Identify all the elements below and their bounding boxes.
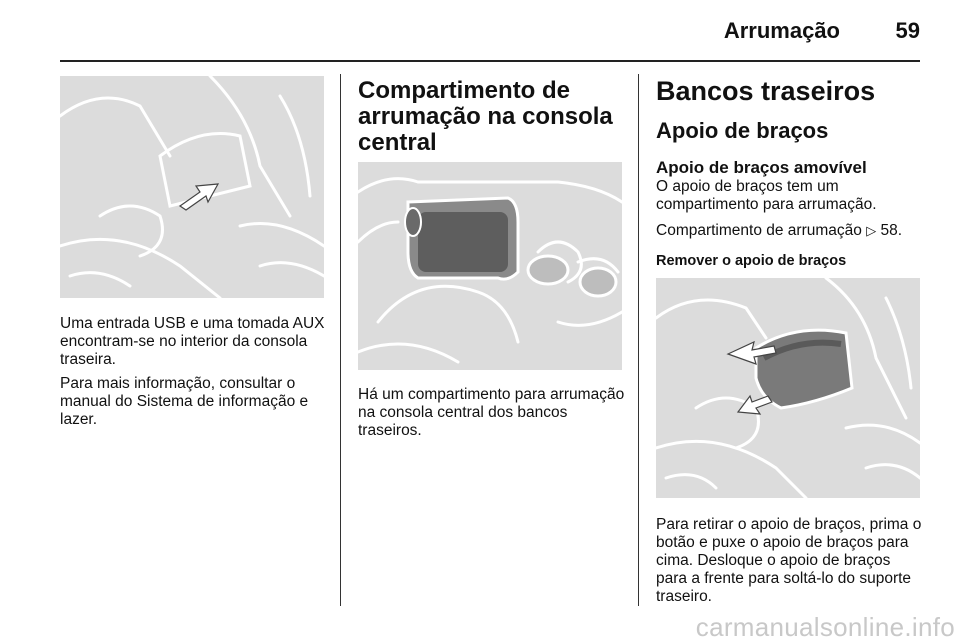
- page-reference-icon: ▷: [866, 223, 877, 238]
- info-system-paragraph: Para mais informação, consultar o manual do Sistema de informação e lazer.: [60, 375, 309, 428]
- armrest-storage-paragraph: O apoio de braços tem um compartimento para arrumação.: [656, 178, 877, 213]
- header-divider: [60, 60, 920, 62]
- column-divider-2: [638, 74, 639, 606]
- storage-reference-page[interactable]: 58.: [880, 222, 903, 239]
- storage-reference-paragraph: [656, 222, 924, 240]
- armrest-heading: Apoio de braços: [656, 118, 829, 143]
- usb-aux-illustration: [60, 76, 324, 298]
- console-storage-paragraph: Há um compartimento para arrumação na consola central dos bancos traseiros.: [358, 386, 625, 439]
- storage-reference-text: Compartimento de arrumação: [656, 222, 862, 239]
- remove-armrest-paragraph: Para retirar o apoio de braços, prima o botão e puxe o apoio de braços para cima. Desloque o apoio de braços para a frente para soltá-lo do suporte traseiro.: [656, 516, 922, 605]
- usb-aux-paragraph: Uma entrada USB e uma tomada AUX encontram-se no interior da consola traseira.: [60, 315, 325, 368]
- rear-seats-heading: Bancos traseiros: [656, 76, 876, 106]
- page-number: 59: [895, 18, 920, 43]
- running-header-title: Arrumação: [723, 18, 840, 43]
- watermark: carmanualsonline.info: [695, 612, 955, 642]
- remove-armrest-heading: Remover o apoio de braços: [656, 253, 847, 269]
- removable-armrest-heading: Apoio de braços amovível: [656, 158, 867, 177]
- remove-armrest-illustration: [656, 278, 920, 498]
- console-storage-illustration: [358, 162, 622, 370]
- console-storage-heading: Compartimento de arrumação na consola central: [358, 77, 613, 156]
- column-divider-1: [340, 74, 341, 606]
